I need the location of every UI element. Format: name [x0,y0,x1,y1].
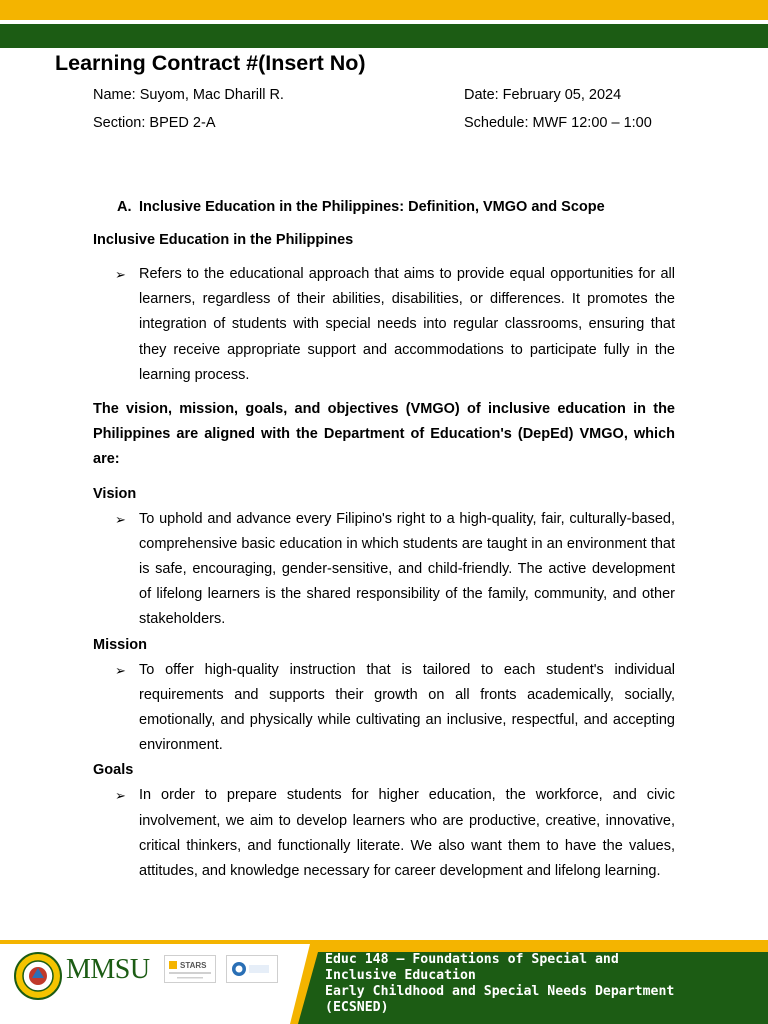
contract-date: Date: February 05, 2024 [464,87,622,103]
goals-bullet [93,783,675,884]
header-green-band [0,24,768,48]
arrow-bullet-icon: ➢ [115,788,126,804]
vision-text: To uphold and advance every Filipino's right to a high-quality, fair, culturally-based, comprehensive basic education in which students are taught in an environment that is safe, encouraging, gender-sensitive, and child-friendly. The active development of lifelong learners is the shared responsibility of the family, community, and other stakeholders. [139,510,675,628]
accreditation-logo-icon [227,956,277,982]
department-line1: Early Childhood and Special Needs Department [325,984,675,999]
course-title-line2: Inclusive Education [325,968,476,983]
header-yellow-band [0,0,768,20]
arrow-bullet-icon: ➢ [115,267,126,282]
page-title: Learning Contract #(Insert No) [55,51,366,75]
department-line2: (ECSNED) [325,1000,389,1015]
page-footer [0,940,768,1024]
accreditation-badge [226,955,278,983]
course-info [325,952,765,1024]
goals-text: In order to prepare students for higher education, the workforce, and civic involvement, we aim to develop learners who are productive, creative, innovative, critical thinkers, and functionally literate. We also want them to have the values, attitudes, and knowledge necessary for career development and lifelong learning. [139,787,675,880]
vmgo-intro: The vision, mission, goals, and objectives (VMGO) of inclusive education in the Philippines are aligned with the Department of Education's (DepEd) VMGO, which are: [93,401,675,468]
stars-badge [164,955,216,983]
arrow-bullet-icon: ➢ [115,511,126,527]
stars-rating-icon [165,956,215,982]
arrow-bullet-icon: ➢ [115,662,126,678]
student-section: Section: BPED 2-A [93,115,216,131]
mission-bullet [93,658,675,759]
subheading-inclusive-education: Inclusive Education in the Philippines [93,232,354,248]
definition-bullet [93,262,675,388]
svg-text:STARS: STARS [180,961,207,970]
student-name: Name: Suyom, Mac Dharill R. [93,87,284,103]
goals-label: Goals [93,762,134,779]
definition-text: Refers to the educational approach that aims to provide equal opportunities for all learners, regardless of their abilities, disabilities, or differences. It promotes the integration of students with special needs into regular classrooms, ensuring that they receive appropriate support and accommodations to participate fully in the learning process. [139,266,675,383]
section-letter: A. [117,199,132,215]
section-title: Inclusive Education in the Philippines: Definition, VMGO and Scope [139,199,605,215]
vision-label: Vision [93,485,137,502]
class-schedule: Schedule: MWF 12:00 – 1:00 [464,115,652,131]
university-logo-text: MMSU [66,954,150,985]
vision-bullet [93,507,675,633]
section-heading [93,196,675,218]
document-body [93,196,675,884]
university-seal-icon [14,952,62,1000]
course-title-line1: Educ 148 – Foundations of Special and [325,952,619,967]
mission-label: Mission [93,636,147,653]
mission-text: To offer high-quality instruction that is tailored to each student's individual requirements and supports their growth on all fronts academically, socially, emotionally, and physically while cultivating an inclusive, respectful, and accepting environment. [139,661,675,754]
